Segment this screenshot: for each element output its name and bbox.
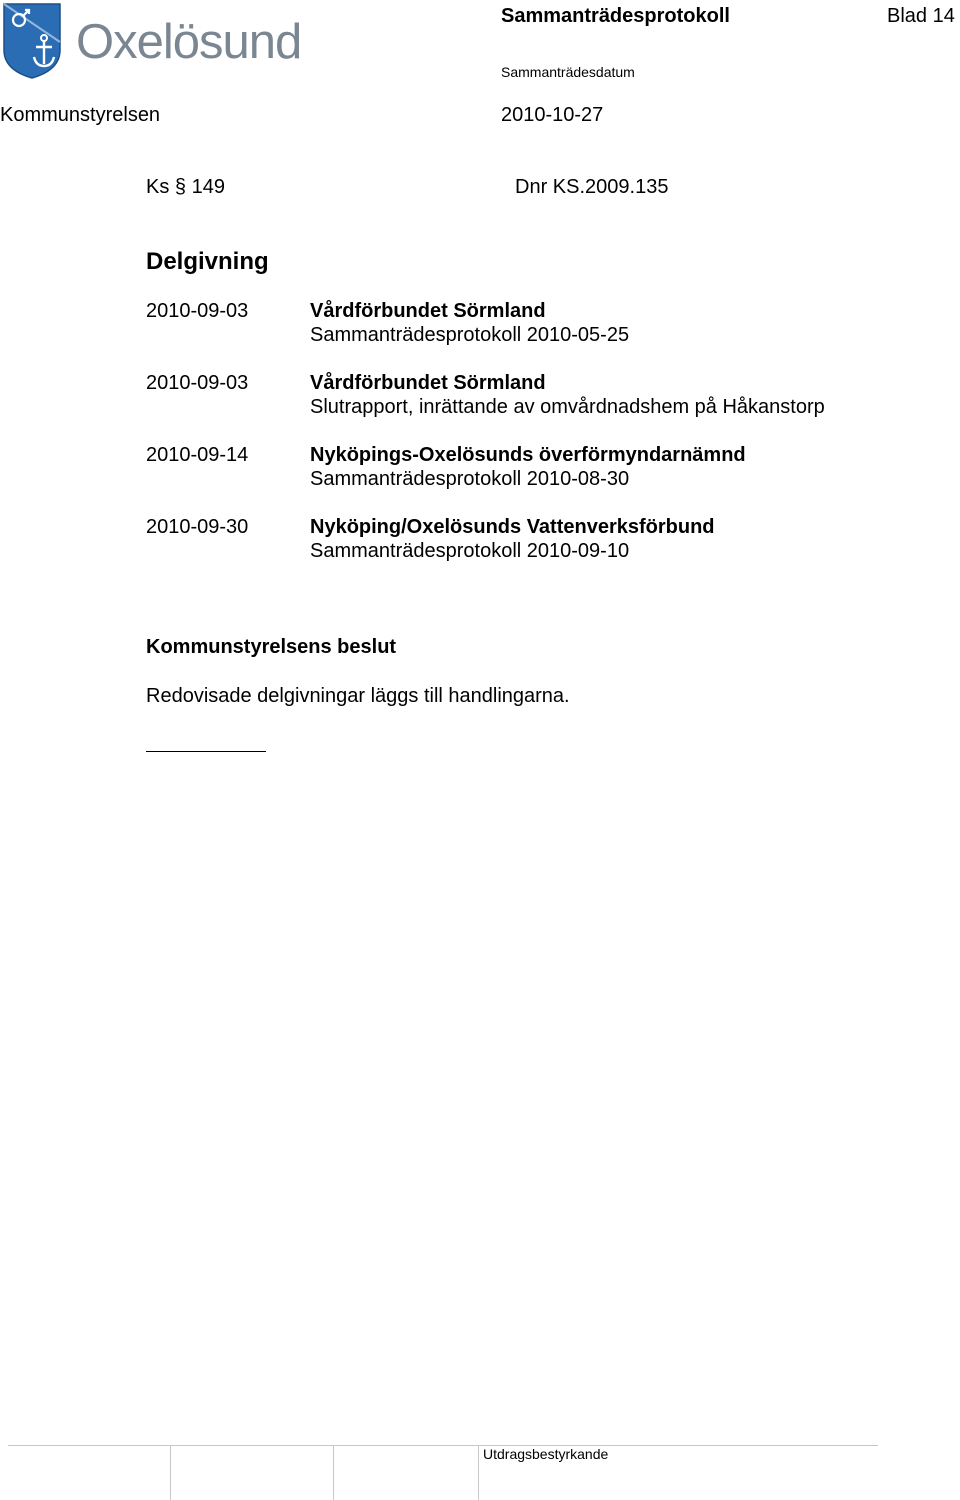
entry-date: 2010-09-30	[146, 516, 249, 538]
entry-date: 2010-09-14	[146, 444, 249, 466]
entry-description: Sammanträdesprotokoll 2010-05-25	[310, 324, 630, 346]
meeting-date: 2010-10-27	[501, 104, 604, 126]
entry-organisation: Nyköping/Oxelösunds Vattenverksförbund	[310, 516, 715, 538]
section-divider	[146, 751, 266, 752]
entry-date: 2010-09-03	[146, 372, 249, 394]
decision-text: Redovisade delgivningar läggs till handlingarna.	[146, 685, 570, 707]
signature-table-top-border	[8, 1445, 878, 1446]
extract-certifier-label: Utdragsbestyrkande	[483, 1446, 609, 1462]
case-dnr: Dnr KS.2009.135	[515, 176, 669, 198]
entry-organisation: Vårdförbundet Sörmland	[310, 372, 546, 394]
meeting-date-label: Sammanträdesdatum	[501, 64, 635, 80]
signature-cell-divider	[333, 1445, 334, 1500]
entry-organisation: Vårdförbundet Sörmland	[310, 300, 546, 322]
signature-cell-divider	[170, 1445, 171, 1500]
entry-date: 2010-09-03	[146, 300, 249, 322]
entry-description: Sammanträdesprotokoll 2010-09-10	[310, 540, 630, 562]
page-title: Delgivning	[146, 248, 269, 275]
document-type: Sammanträdesprotokoll	[501, 5, 730, 27]
signature-cell-divider	[478, 1445, 479, 1500]
decision-heading: Kommunstyrelsens beslut	[146, 636, 397, 658]
case-paragraph: Ks § 149	[146, 176, 225, 198]
entry-description: Slutrapport, inrättande av omvårdnadshem på Håkanstorp	[310, 396, 825, 418]
coat-of-arms-icon	[2, 2, 62, 80]
entry-description: Sammanträdesprotokoll 2010-08-30	[310, 468, 630, 490]
entry-organisation: Nyköpings-Oxelösunds överförmyndarnämnd	[310, 444, 746, 466]
municipality-logo-wordmark: Oxelösund	[76, 15, 302, 69]
governing-body: Kommunstyrelsen	[0, 104, 161, 126]
sheet-number: Blad 14	[887, 5, 955, 27]
